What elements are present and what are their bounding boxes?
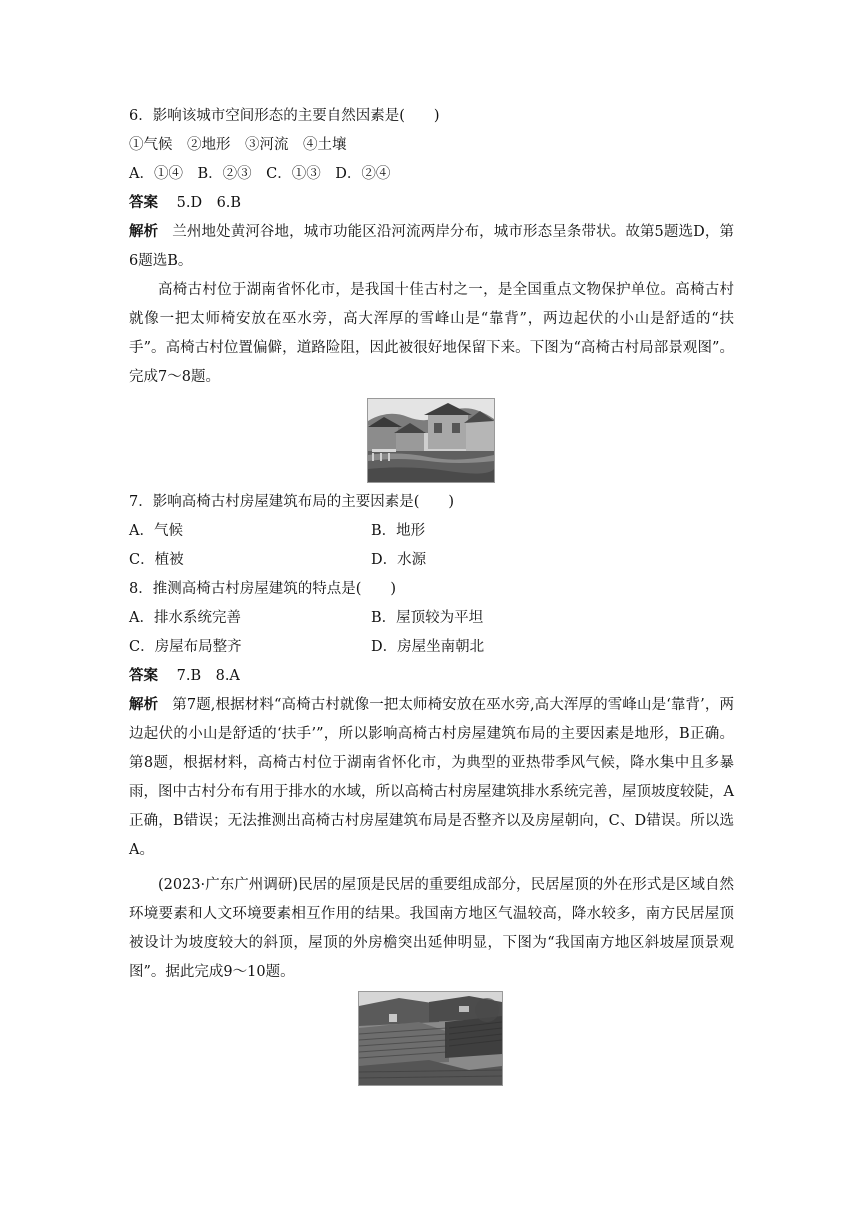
q6-options: A．①④ B．②③ C．①③ D．②④ [129, 166, 391, 182]
q7-stem: 7．影响高椅古村房屋建筑布局的主要因素是( ) [129, 494, 455, 510]
material-9-10: (2023·广东广州调研)民居的屋顶是民居的重要组成部分，民居屋顶的外在形式是区域自然环境要素和人文环境要素相互作用的结果。我国南方地区气温较高，降水较多，南方民居屋顶被设计为坡度较大的斜顶，屋顶的外房檐突出延伸明显，下图为“我国南方地区斜坡屋顶景观图”。据此完成9～10题。 [129, 877, 734, 980]
answer-text: 5.D 6.B [176, 195, 242, 211]
explanation-label: 解析 [129, 697, 159, 713]
answer-5-6 [129, 193, 241, 213]
q8-option-b: B．屋顶较为平坦 [371, 610, 484, 626]
q7-option-b: B．地形 [371, 523, 426, 539]
material-7-8: 高椅古村位于湖南省怀化市，是我国十佳古村之一，是全国重点文物保护单位。高椅古村就像一把太师椅安放在巫水旁，高大浑厚的雪峰山是“靠背”，两边起伏的小山是舒适的“扶手”。高椅古村位置偏僻，道路险阻，因此被很好地保留下来。下图为“高椅古村局部景观图”。完成7～8题。 [129, 282, 734, 385]
explanation-5-6 [129, 218, 734, 276]
explanation-7-8 [129, 691, 734, 865]
answer-label: 答案 [129, 668, 158, 684]
q7-option-a: A．气候 [129, 523, 183, 539]
explanation-label: 解析 [129, 224, 159, 240]
explanation-text: 兰州地处黄河谷地，城市功能区沿河流两岸分布，城市形态呈条带状。故第5题选D，第6题选B。 [129, 224, 734, 269]
q8-option-a: A．排水系统完善 [129, 610, 241, 626]
q8-option-c: C．房屋布局整齐 [129, 639, 242, 655]
answer-text: 7.B 8.A [176, 668, 240, 684]
q8-option-d: D．房屋坐南朝北 [371, 639, 485, 655]
q7-option-c: C．植被 [129, 552, 184, 568]
sloped-roof-photo [358, 991, 503, 1086]
answer-7-8 [129, 666, 240, 686]
q6-items: ①气候 ②地形 ③河流 ④土壤 [129, 137, 347, 153]
q7-option-d: D．水源 [371, 552, 427, 568]
q6-stem: 6．影响该城市空间形态的主要自然因素是( ) [129, 108, 440, 124]
q8-stem: 8．推测高椅古村房屋建筑的特点是( ) [129, 581, 397, 597]
village-landscape-photo [367, 398, 495, 483]
explanation-text: 第7题,根据材料“高椅古村就像一把太师椅安放在巫水旁,高大浑厚的雪峰山是‘靠背’，两边起伏的小山是舒适的‘扶手’”，所以影响高椅古村房屋建筑布局的主要因素是地形，B正确。第8题，根据材料，高椅古村位于湖南省怀化市，为典型的亚热带季风气候，降水集中且多暴雨，图中古村分布有用于排水的水域，所以高椅古村房屋建筑排水系统完善，屋顶坡度较陡，A正确，B错误；无法推测出高椅古村房屋建筑布局是否整齐以及房屋朝向，C、D错误。所以选A。 [129, 697, 734, 858]
answer-label: 答案 [129, 195, 158, 211]
